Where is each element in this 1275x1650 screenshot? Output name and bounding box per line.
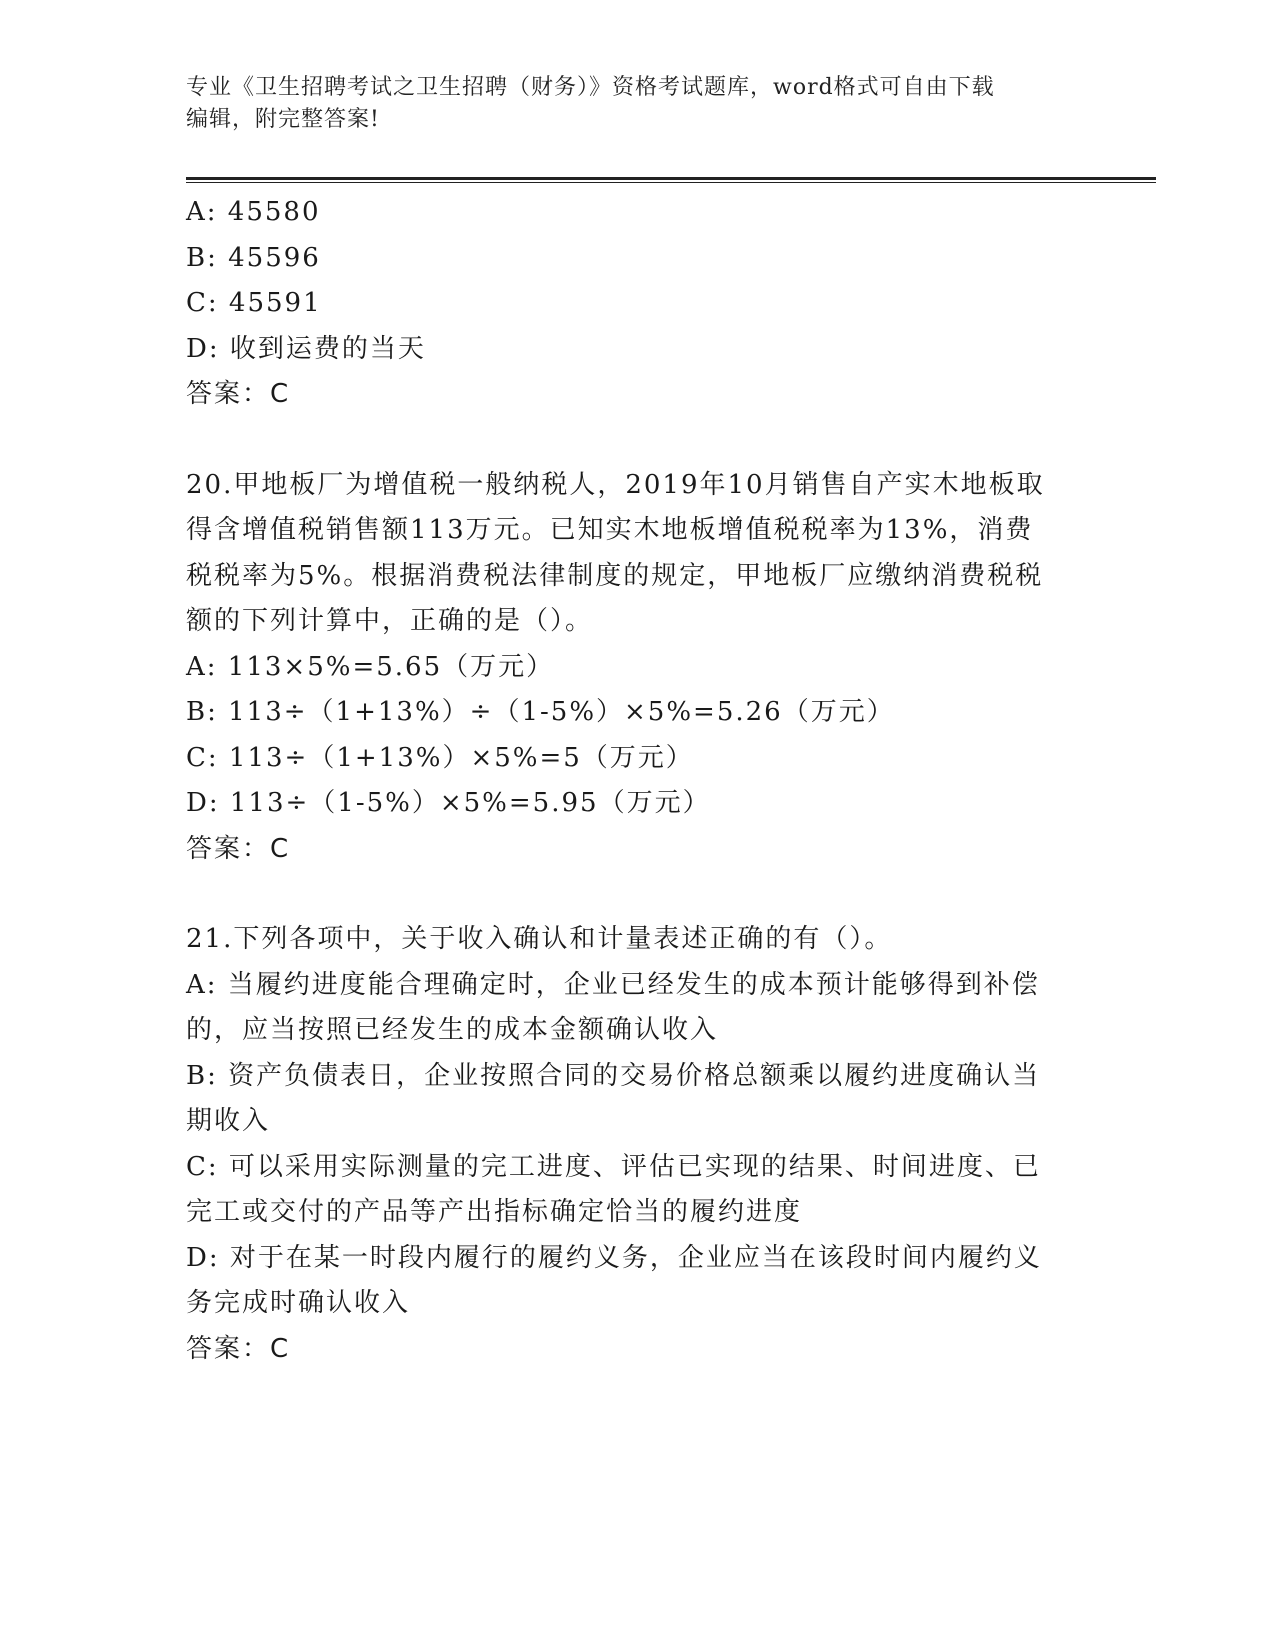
document-body	[186, 190, 1086, 1372]
question-stem-line: 税税率为5%。根据消费税法律制度的规定，甲地板厂应缴纳消费税税	[186, 560, 1044, 591]
previous-question	[186, 190, 1086, 418]
question-stem-line: 额的下列计算中，正确的是（）。	[186, 606, 594, 636]
header-rule-thin	[186, 182, 1156, 183]
option-c: C: 113÷（1+13%）×5%=5（万元）	[186, 742, 694, 773]
option-a: A: 45580	[186, 197, 321, 227]
question-stem-line: 21.下列各项中，关于收入确认和计量表述正确的有（）。	[186, 924, 893, 954]
spacer	[186, 872, 1086, 917]
question-stem-line: 20.甲地板厂为增值税一般纳税人，2019年10月销售自产实木地板取	[186, 469, 1045, 500]
header-line-2: 编辑，附完整答案!	[186, 107, 380, 132]
answer-line: 答案：C	[186, 379, 291, 409]
question-stem-line: 得含增值税销售额113万元。已知实木地板增值税税率为13%，消费	[186, 515, 1034, 545]
spacer	[186, 418, 1086, 463]
option-a-line: A: 当履约进度能合理确定时，企业已经发生的成本预计能够得到补偿	[186, 969, 1040, 1000]
option-c-line: 完工或交付的产品等产出指标确定恰当的履约进度	[186, 1197, 803, 1227]
answer-line: 答案：C	[186, 833, 291, 864]
option-d-line: D: 对于在某一时段内履行的履约义务，企业应当在该段时间内履约义	[186, 1242, 1042, 1273]
option-c: C: 45591	[186, 288, 322, 318]
header-line-1: 专业《卫生招聘考试之卫生招聘（财务）》资格考试题库，word格式可自由下载	[186, 75, 995, 100]
option-d-line: 务完成时确认收入	[186, 1288, 411, 1318]
option-d: D: 113÷（1-5%）×5%=5.95（万元）	[186, 788, 711, 818]
option-d: D: 收到运费的当天	[186, 333, 426, 364]
answer-line: 答案：C	[186, 1333, 291, 1364]
option-b-line: 期收入	[186, 1106, 271, 1136]
option-c-line: C: 可以采用实际测量的完工进度、评估已实现的结果、时间进度、已	[186, 1151, 1041, 1182]
option-b: B: 45596	[186, 242, 321, 273]
question-20	[186, 463, 1086, 873]
option-b-line: B: 资产负债表日，企业按照合同的交易价格总额乘以履约进度确认当	[186, 1060, 1041, 1091]
option-a-line: 的，应当按照已经发生的成本金额确认收入	[186, 1015, 719, 1045]
header-rule-thick	[186, 177, 1156, 180]
option-a: A: 113×5%=5.65（万元）	[186, 651, 555, 682]
document-header	[186, 72, 1086, 136]
option-b: B: 113÷（1+13%）÷（1-5%）×5%=5.26（万元）	[186, 697, 895, 727]
question-21	[186, 917, 1086, 1372]
